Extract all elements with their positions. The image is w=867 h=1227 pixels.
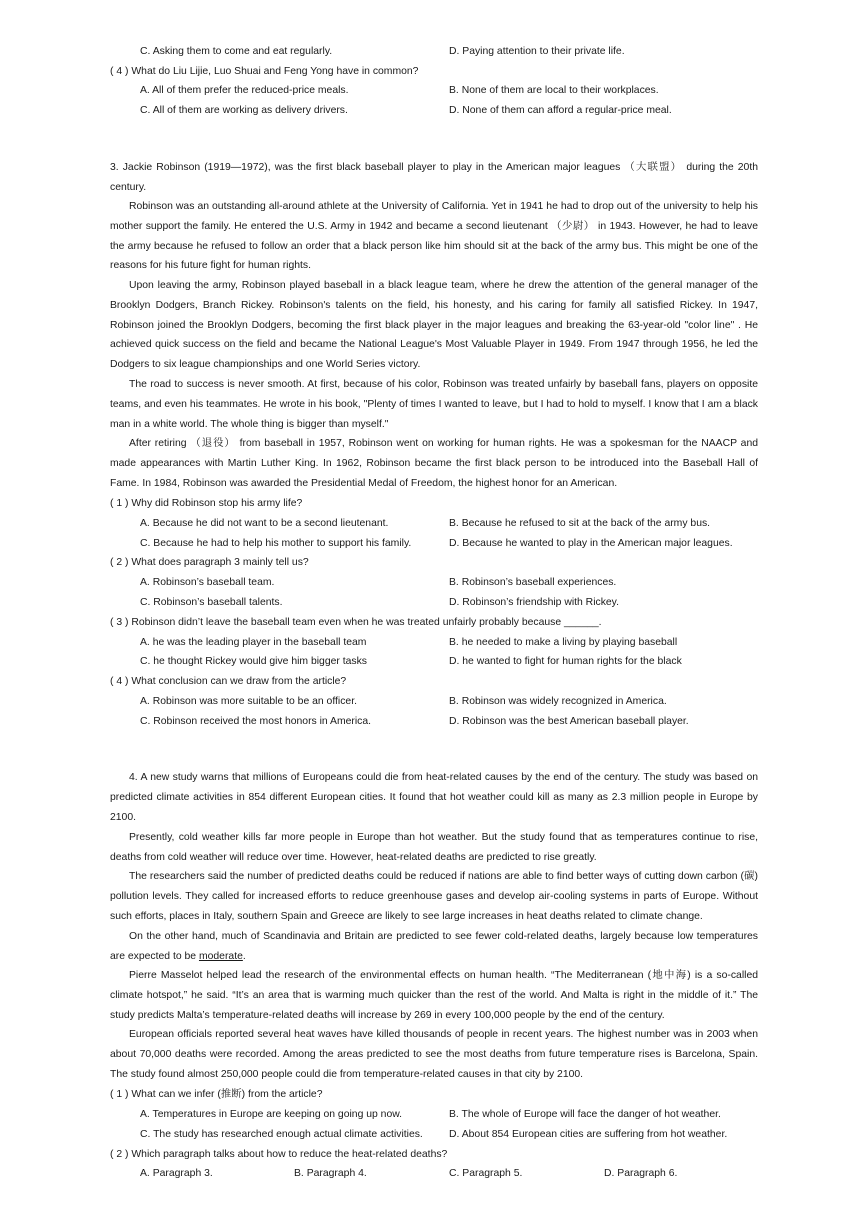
option-a: A. Robinson was more suitable to be an officer. (140, 696, 357, 707)
option-a: A. Because he did not want to be a second lieutenant. (140, 518, 389, 529)
option-b: B. Because he refused to sit at the back of the army bus. (449, 518, 711, 529)
passage4-paragraph-4 (110, 927, 758, 967)
passage3-paragraph-3: Upon leaving the army, Robinson played baseball in a black league team, where he drew the attention of the general manager of the Brooklyn Dodgers, Branch Rickey. Robinson's talents on the field, his honesty, and his caring for family all satisfied Rickey. In 1947, Robinson joined the Brooklyn Dodgers, becoming the first black player in the major leagues and breaking the 63-year-old "color line" . He achieved quick success on the field and became the National League's Most Valuable Player in 1949. From 1947 through 1956, he led the Dodgers to six league championships and one World Series victory. (110, 280, 758, 370)
passage3-paragraph-4: The road to success is never smooth. At first, because of his color, Robinson was treated unfairly by baseball fans, players on opposite teams, and even his teammates. He wrote in his book, "Plenty of times I wanted to leave, but I had to hold to myself. I know that I am a black man in a white world. The whole thing is bigger than myself." (110, 379, 758, 430)
passage4-paragraph-1: 4. A new study warns that millions of Europeans could die from heat-related causes by the end of the century. The study was based on predicted climate activities in 854 different European cities. It found that hot weather could kill as many as 2.3 million people in Europe by 2100. (110, 772, 758, 823)
option-d: D. he wanted to fight for human rights for the black (449, 656, 682, 667)
option-c: C. Robinson received the most honors in America. (140, 716, 372, 727)
passage4-paragraph-2: Presently, cold weather kills far more people in Europe than hot weather. But the study found that as temperatures continue to rise, deaths from cold weather will reduce over time. However, heat-related deaths are predicted to rise greatly. (110, 832, 758, 863)
option-d: D. Paying attention to their private life. (449, 46, 625, 57)
option-b: B. Robinson’s baseball experiences. (449, 577, 617, 588)
option-d: D. Robinson was the best American baseball player. (449, 716, 689, 727)
question-text: ( 1 ) What can we infer (推断) from the article? (110, 1089, 323, 1100)
paragraph-text: . (242, 950, 246, 962)
paragraph-text: On the other hand, much of Scandinavia and Britain are predicted to see fewer cold-related deaths, largely because low temperatures are expected to be (110, 931, 758, 962)
option-d: D. About 854 European cities are suffering from hot weather. (449, 1129, 728, 1140)
option-a: A. Paragraph 3. (140, 1168, 213, 1179)
option-c: C. The study has researched enough actual climate activities. (140, 1129, 423, 1140)
option-c: C. Asking them to come and eat regularly. (140, 46, 333, 57)
option-c: C. he thought Rickey would give him bigger tasks (140, 656, 367, 667)
option-d: D. Because he wanted to play in the American major leagues. (449, 538, 733, 549)
option-d: D. Robinson’s friendship with Rickey. (449, 597, 619, 608)
option-a: A. Robinson’s baseball team. (140, 577, 275, 588)
passage3-paragraph-1: 3. Jackie Robinson (1919—1972), was the first black baseball player to play in the American major leagues （大联盟） during the 20th century. (110, 162, 758, 193)
passage3-paragraph-2: Robinson was an outstanding all-around athlete at the University of California. Yet in 1941 he had to drop out of the university to help his mother support the family. He entered the U.S. Army in 1942 and became a second lieutenant （少尉） in 1943. However, he had to leave the army because he refused to follow an order that a black person like him should sit at the back of the army bus. This might be one of the reasons for his future fight for human rights. (110, 201, 758, 272)
question-text: ( 1 ) Why did Robinson stop his army life? (110, 498, 303, 509)
passage4-paragraph-6: European officials reported several heat waves have killed thousands of people in recent years. The highest number was in 2003 when about 70,000 deaths were recorded. Among the areas predicted to see the most deaths from future temperature rises is Barcelona, Spain. The study found almost 250,000 people could die from temperature-related causes in that city by 2100. (110, 1029, 758, 1080)
option-d: D. Paragraph 6. (604, 1168, 678, 1179)
question-text: ( 3 ) Robinson didn’t leave the baseball team even when he was treated unfairly probably because ______. (110, 617, 602, 628)
option-b: B. The whole of Europe will face the danger of hot weather. (449, 1109, 721, 1120)
option-b: B. Paragraph 4. (294, 1168, 367, 1179)
question-text: ( 4 ) What do Liu Lijie, Luo Shuai and Feng Yong have in common? (110, 66, 419, 77)
question-text: ( 2 ) Which paragraph talks about how to reduce the heat-related deaths? (110, 1149, 448, 1160)
option-c: C. Because he had to help his mother to support his family. (140, 538, 412, 549)
option-b: B. Robinson was widely recognized in America. (449, 696, 667, 707)
option-a: A. Temperatures in Europe are keeping on going up now. (140, 1109, 403, 1120)
underlined-word: moderate (198, 950, 243, 962)
option-c: C. All of them are working as delivery drivers. (140, 105, 348, 116)
passage3-paragraph-5: After retiring （退役） from baseball in 1957, Robinson went on working for human rights. He was a spokesman for the NAACP and made appearances with Martin Luther King. In 1962, Robinson became the first black person to be introduced into the Baseball Hall of Fame. In 1984, Robinson was awarded the Presidential Medal of Freedom, the highest honor for an American. (110, 438, 758, 489)
option-a: A. All of them prefer the reduced-price meals. (140, 85, 349, 96)
option-b: B. he needed to make a living by playing baseball (449, 637, 678, 648)
question-text: ( 2 ) What does paragraph 3 mainly tell us? (110, 557, 309, 568)
option-c: C. Robinson’s baseball talents. (140, 597, 283, 608)
option-d: D. None of them can afford a regular-price meal. (449, 105, 672, 116)
passage4-paragraph-3: The researchers said the number of predicted deaths could be reduced if nations are able to find better ways of cutting down carbon (碳) pollution levels. They called for increased efforts to reduce greenhouse gases and develop air-cooling systems in parts of Europe. Without such efforts, places in Italy, southern Spain and Greece are likely to see large increases in heat deaths related to climate change. (110, 871, 758, 922)
option-c: C. Paragraph 5. (449, 1168, 523, 1179)
question-text: ( 4 ) What conclusion can we draw from the article? (110, 676, 347, 687)
option-a: A. he was the leading player in the baseball team (140, 637, 367, 648)
passage4-paragraph-5: Pierre Masselot helped lead the research of the environmental effects on human health. “The Mediterranean (地中海) is a so-called climate hotspot,” he said. “It’s an area that is warming much quicker than the rest of the world. And Malta is right in the middle of it.” The study predicts Malta’s temperature-related deaths will increase by 269 in every 100,000 people by the end of the century. (110, 970, 758, 1021)
option-b: B. None of them are local to their workplaces. (449, 85, 659, 96)
